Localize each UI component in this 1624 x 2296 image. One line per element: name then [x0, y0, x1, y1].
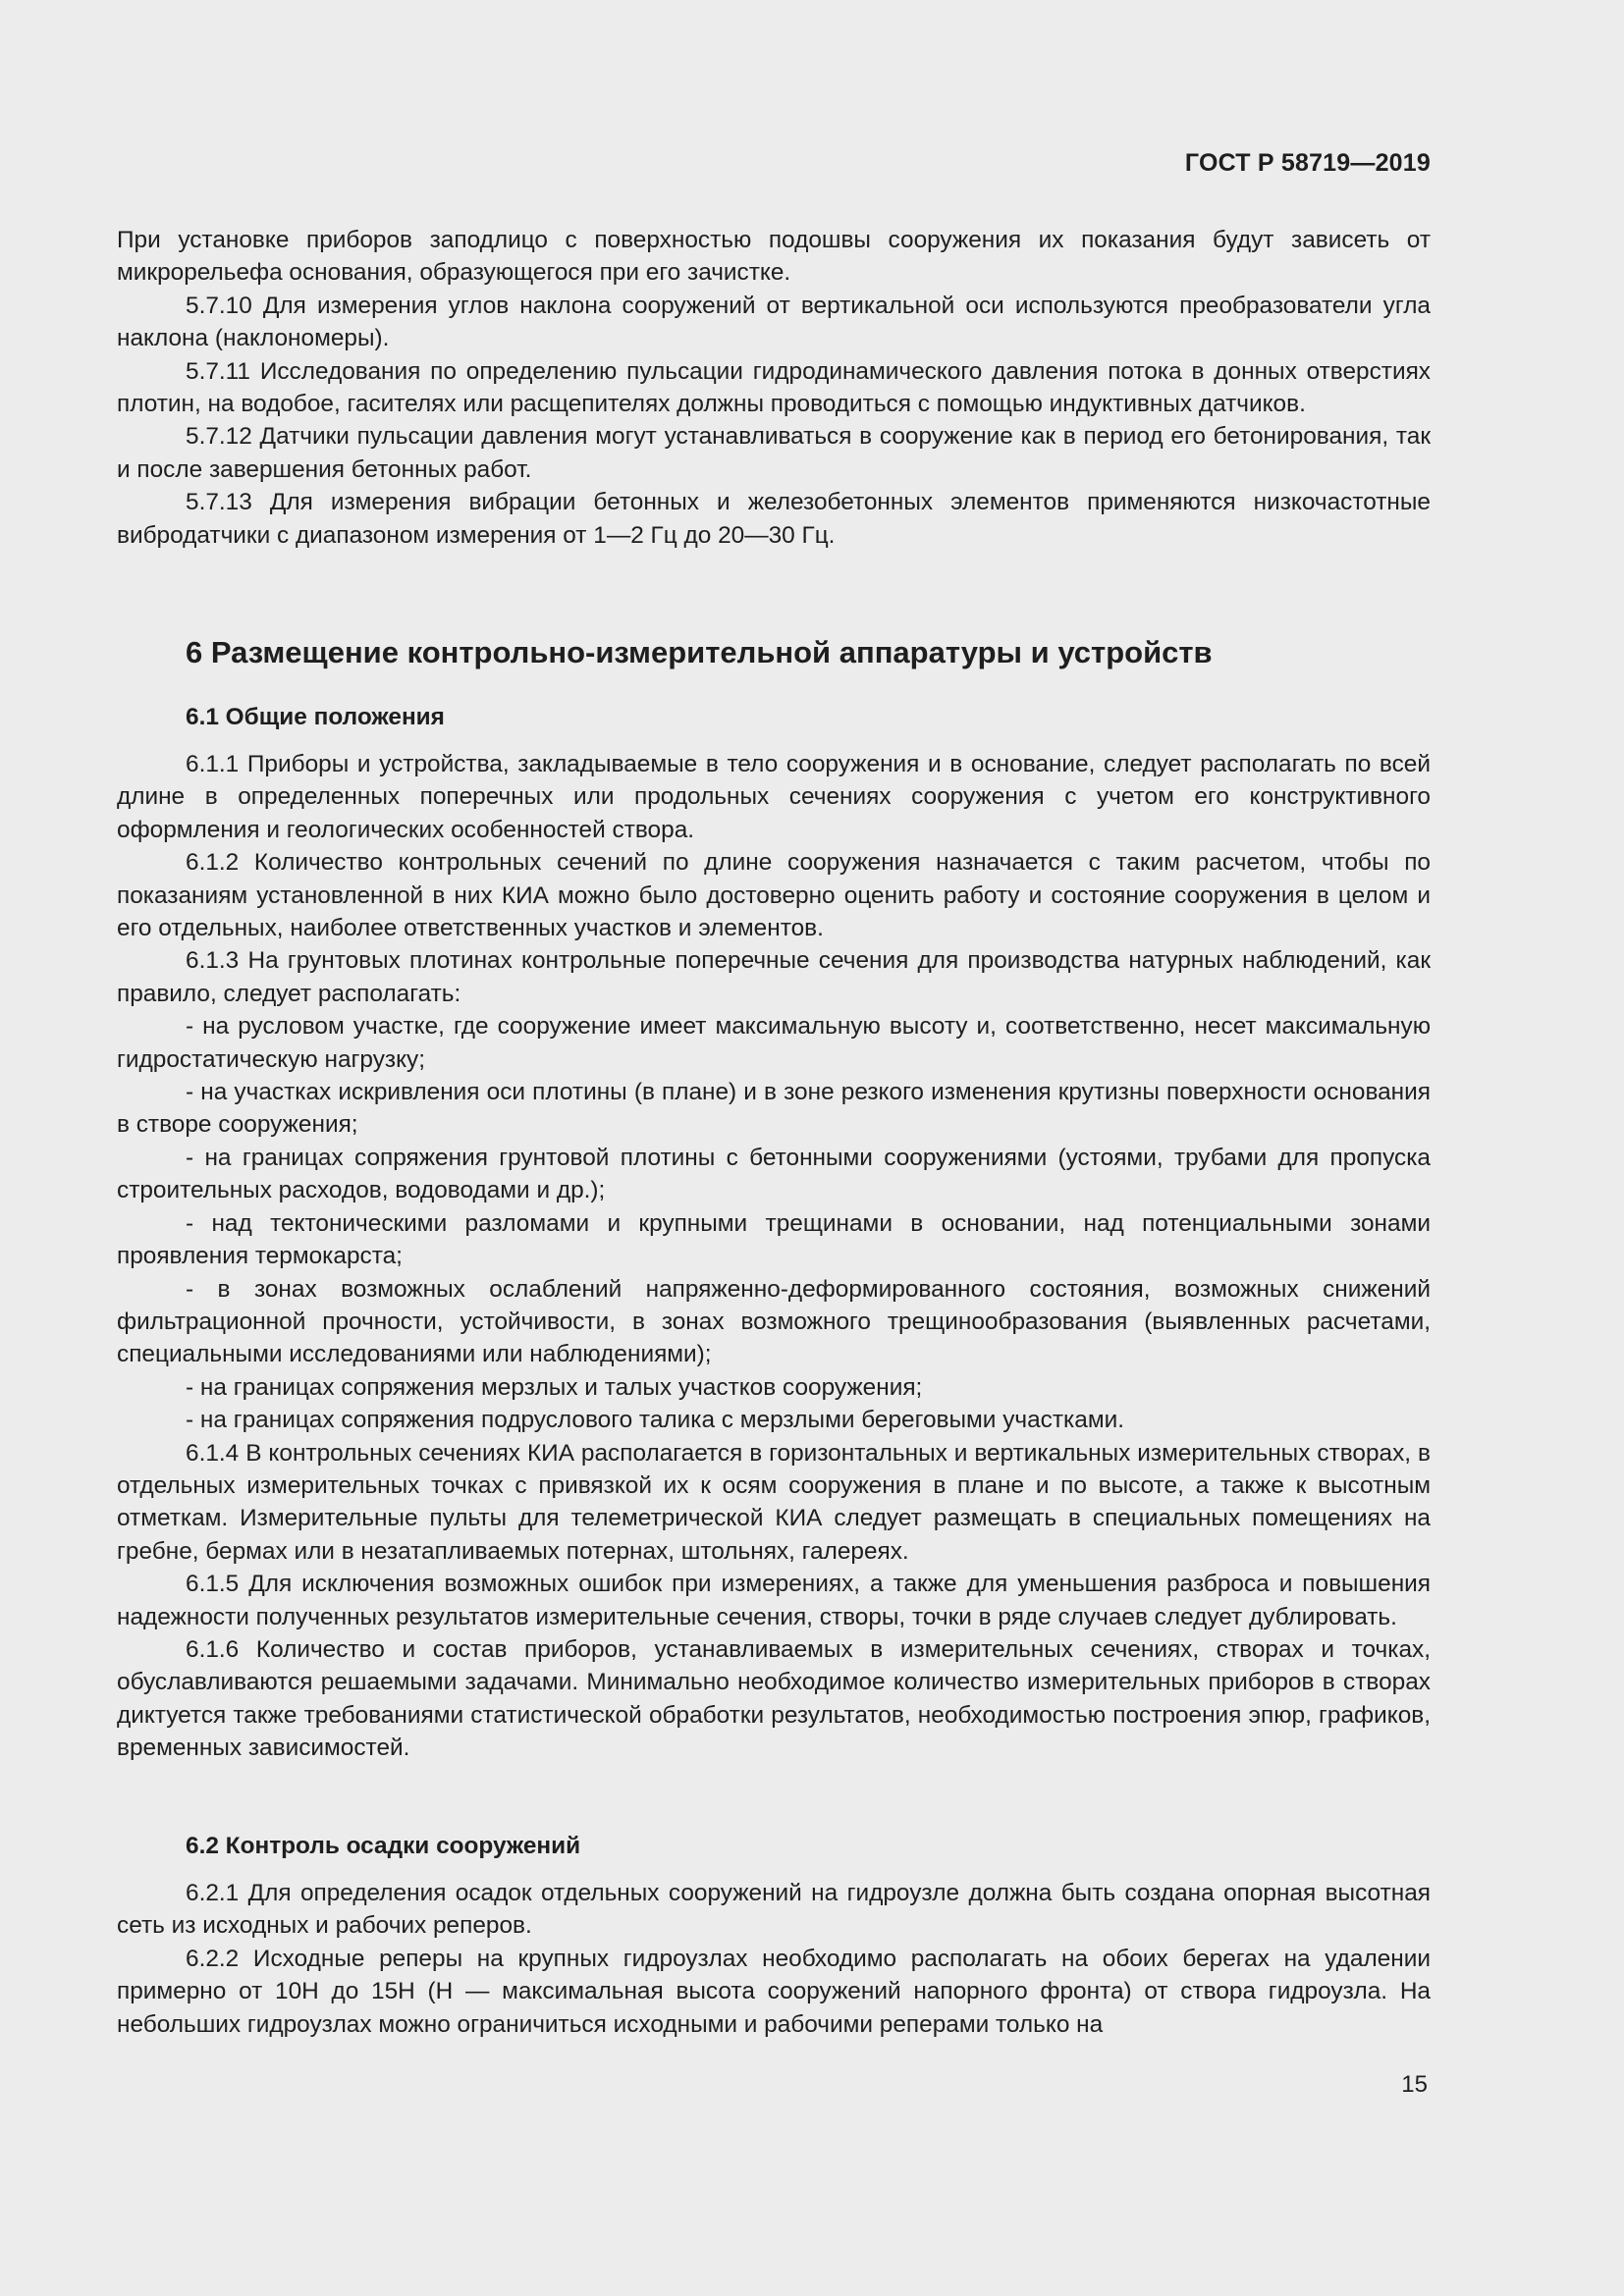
paragraph: 6.1.2 Количество контрольных сечений по длине сооружения назначается с таким расчетом, чтобы по показаниям установленной в них КИА можно было достоверно оценить работу и состояние сооружения в целом и его отдельных, наиболее ответственных участков и элементов. [117, 849, 1431, 942]
document-code-header: ГОСТ Р 58719—2019 [1184, 149, 1431, 177]
paragraph: - на участках искривления оси плотины (в плане) и в зоне резкого изменения крутизны поверхности основания в створе сооружения; [117, 1079, 1431, 1139]
paragraph: 5.7.11 Исследования по определению пульсации гидродинамического давления потока в донных отверстиях плотин, на водобое, гасителях или расщепителях должны проводиться с помощью индуктивных датчиков. [117, 357, 1431, 418]
paragraph: 5.7.10 Для измерения углов наклона сооружений от вертикальной оси используются преобразователи угла наклона (наклономеры). [117, 292, 1431, 352]
paragraph: При установке приборов заподлицо с поверхностью подошвы сооружения их показания будут зависеть от микрорельефа основания, образующегося при его зачистке. [117, 227, 1431, 287]
paragraph: - на русловом участке, где сооружение имеет максимальную высоту и, соответственно, несет максимальную гидростатическую нагрузку; [117, 1013, 1431, 1073]
paragraph: - на границах сопряжения подруслового талика с мерзлыми береговыми участками. [186, 1407, 1124, 1434]
paragraph: 5.7.12 Датчики пульсации давления могут устанавливаться в сооружение как в период его бетонирования, так и после завершения бетонных работ. [117, 423, 1431, 483]
paragraph: - на границах сопряжения грунтовой плотины с бетонными сооружениями (устоями, трубами для пропуска строительных расходов, водоводами и др.); [117, 1144, 1431, 1204]
intro-block [117, 224, 1431, 552]
paragraph: - над тектоническими разломами и крупными трещинами в основании, над потенциальными зонами проявления термокарста; [117, 1209, 1431, 1270]
subsection-6-2-body [117, 1877, 1431, 2041]
paragraph: 6.2.2 Исходные реперы на крупных гидроузлах необходимо располагать на обоих берегах на удалении примерно от 10Н до 15Н (Н — максимальная высота сооружений напорного фронта) от створа гидроузла. На небольших гидроузлах можно ограничиться исходными и рабочими реперами только на [117, 1945, 1431, 2038]
paragraph: 6.1.3 На грунтовых плотинах контрольные поперечные сечения для производства натурных наблюдений, как правило, следует располагать: [117, 947, 1431, 1007]
paragraph: 6.1.1 Приборы и устройства, закладываемые в тело сооружения и в основание, следует располагать по всей длине в определенных поперечных или продольных сечениях сооружения с учетом его конструктивного оформления и геологических особенностей створа. [117, 751, 1431, 843]
paragraph: 6.1.4 В контрольных сечениях КИА располагается в горизонтальных и вертикальных измерительных створах, в отдельных измерительных точках с привязкой их к осям сооружения в плане и по высоте, а также к высотным отметкам. Измерительные пульты для телеметрической КИА следует размещать в специальных помещениях на гребне, бермах или в незатапливаемых потернах, штольнях, галереях. [117, 1439, 1431, 1565]
paragraph: 6.1.6 Количество и состав приборов, устанавливаемых в измерительных сечениях, створах и точках, обуславливаются решаемыми задачами. Минимально необходимое количество измерительных приборов в створах диктуется также требованиями статистической обработки результатов, необходимостью построения эпюр, графиков, временных зависимостей. [117, 1635, 1431, 1762]
subsection-heading-6-1: 6.1 Общие положения [186, 704, 445, 730]
subsection-heading-6-2: 6.2 Контроль осадки сооружений [186, 1833, 581, 1859]
paragraph: 6.2.1 Для определения осадок отдельных сооружений на гидроузле должна быть создана опорная высотная сеть из исходных и рабочих реперов. [117, 1880, 1431, 1940]
subsection-6-1-body [117, 748, 1431, 1765]
paragraph: - в зонах возможных ослаблений напряженно-деформированного состояния, возможных снижений фильтрационной прочности, устойчивости, в зонах возможного трещинообразования (выявленных расчетами, специальными исследованиями или наблюдениями); [117, 1275, 1431, 1368]
paragraph: 6.1.5 Для исключения возможных ошибок при измерениях, а также для уменьшения разброса и повышения надежности полученных результатов измерительные сечения, створы, точки в ряде случаев следует дублировать. [117, 1571, 1431, 1630]
page-number: 15 [1401, 2071, 1428, 2098]
paragraph: - на границах сопряжения мерзлых и талых участков сооружения; [186, 1373, 923, 1401]
section-heading: 6 Размещение контрольно-измерительной аппаратуры и устройств [186, 635, 1213, 669]
paragraph: 5.7.13 Для измерения вибрации бетонных и железобетонных элементов применяются низкочастотные вибродатчики с диапазоном измерения от 1—2 Гц до 20—30 Гц. [117, 489, 1431, 549]
